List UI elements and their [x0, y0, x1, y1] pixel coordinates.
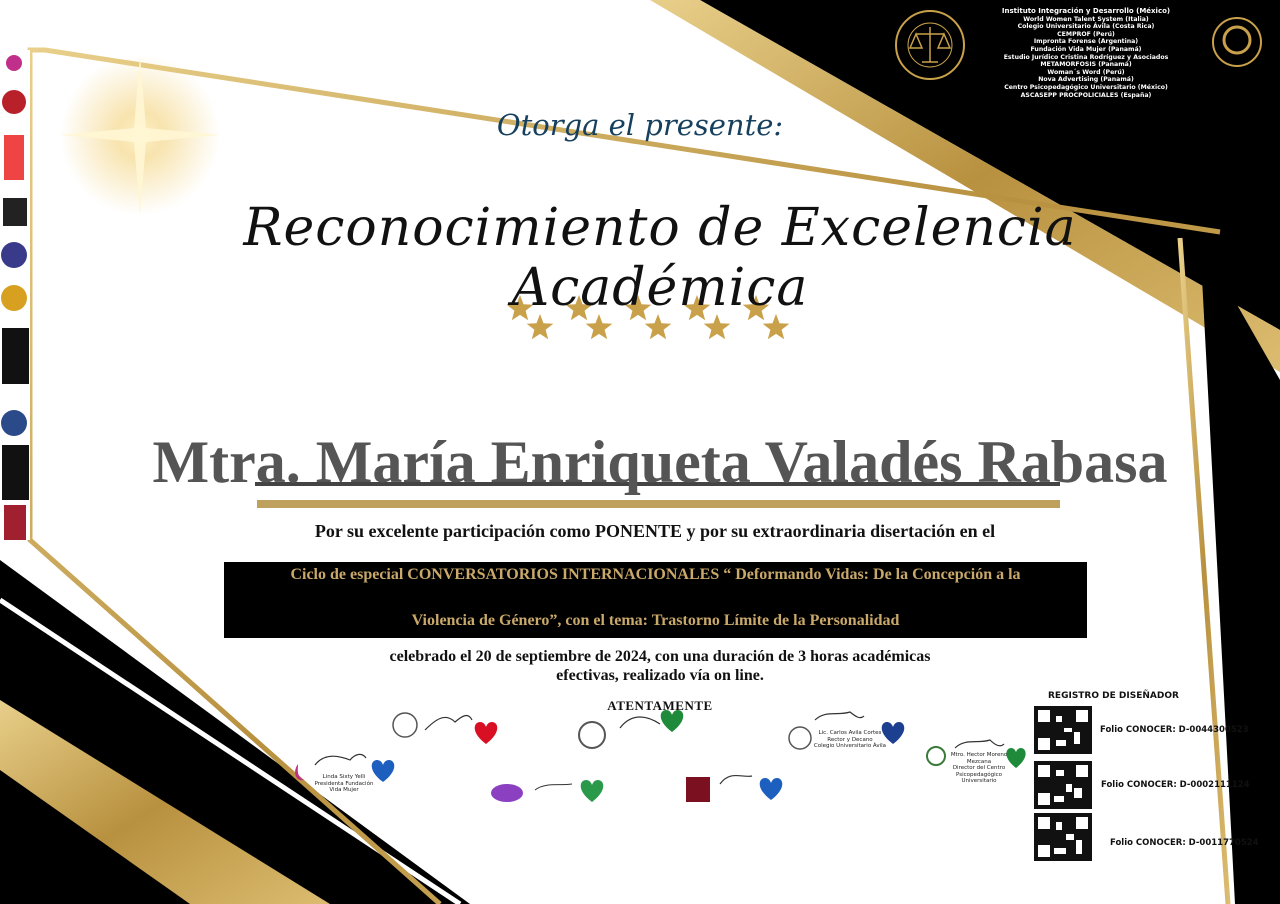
- grants-text: Otorga el presente:: [496, 108, 784, 142]
- participation-text: Por su excelente participación como PONENTE y por su extraordinaria disertación en el: [314, 521, 996, 541]
- folio-2: Folio CONOCER: D-0002111124: [1101, 780, 1250, 790]
- institution-item: Fundación Vida Mujer (Panamá): [1030, 45, 1142, 53]
- cemprof-logo: [393, 713, 417, 737]
- recipient-name: Mtra. María Enriqueta Valadés Rabasa: [152, 429, 1168, 495]
- institution-item: ASCASEPP PROCPOLICIALES (España): [1020, 91, 1152, 99]
- signature-3: [815, 712, 864, 720]
- signatory-centro-psico: [945, 752, 1013, 785]
- sincerely-label: ATENTAMENTE: [607, 698, 713, 713]
- folio-3: Folio CONOCER: D-0011770524: [1110, 838, 1259, 848]
- institution-item: World Women Talent System (Italia): [1023, 15, 1149, 23]
- signature-7: [720, 776, 752, 785]
- signatory-vida-mujer: [306, 774, 382, 794]
- institution-item: Estudio Jurídico Cristina Rodríguez y Asociados: [1003, 53, 1169, 61]
- celebrated-line-1: celebrado el 20 de septiembre de 2024, con una duración de 3 horas académicas: [389, 648, 931, 665]
- signature-5: [955, 740, 1004, 748]
- event-line-1: Ciclo de especial CONVERSATORIOS INTERNACIONALES “ Deformando Vidas: De la Concepción a la: [290, 566, 1021, 583]
- left-logo-10: [4, 505, 26, 540]
- instituto-logo-small: [579, 722, 605, 748]
- celebrated-text: [250, 647, 1070, 685]
- signatory-name: Mtro. Hector Moreno Mezcana: [950, 752, 1008, 765]
- signatory-org: Universitario: [961, 778, 997, 784]
- left-logo-7: [2, 328, 29, 384]
- signatory-role: Presidenta Fundación: [314, 780, 374, 787]
- centro-psico-logo: [927, 747, 945, 765]
- signatory-org: Colegio Universitario Ávila: [813, 743, 887, 749]
- institutions-list: [986, 8, 1186, 99]
- institution-item: Instituto Integración y Desarrollo (México): [1001, 7, 1171, 15]
- signature-2: [620, 717, 660, 728]
- left-logo-4: [3, 198, 27, 226]
- metamorfosis-logo: [491, 784, 523, 802]
- ascasepp-logo: [686, 777, 710, 802]
- folio-1: Folio CONOCER: D-0044300523: [1100, 725, 1249, 735]
- colegio-avila-logo: [789, 727, 811, 749]
- institution-item: Colegio Universitario Ávila (Costa Rica): [1017, 23, 1155, 31]
- name-gold-bar: [257, 500, 1060, 508]
- institution-item: Centro Psicopedagógico Universitario (México): [1004, 83, 1168, 91]
- signatory-name: Linda Sixty Yelli: [322, 774, 366, 780]
- signature-4: [315, 754, 366, 765]
- celebrated-line-2: efectivas, realizado vía on line.: [556, 667, 764, 684]
- institution-item: CEMPROF (Perú): [1057, 30, 1115, 38]
- left-logo-8: [1, 410, 27, 436]
- peru-heart-icon: [475, 722, 498, 744]
- signatory-org: Vida Mujer: [329, 787, 359, 793]
- signatory-role: Rector y Decano: [827, 736, 873, 743]
- left-logo-9: [2, 445, 29, 500]
- event-line-2: Violencia de Género”, con el tema: Trastorno Límite de la Personalidad: [411, 612, 900, 629]
- institution-item: Woman´s Word (Perú): [1047, 68, 1125, 76]
- certificate-title: Reconocimiento de Excelencia Académica: [243, 198, 1077, 318]
- signatory-name: Lic. Carlos Avila Cortes: [818, 730, 882, 736]
- italy-heart-icon: [581, 780, 604, 802]
- signature-6: [535, 784, 572, 790]
- left-logo-5: [1, 242, 27, 268]
- signatory-colegio-avila: [812, 730, 888, 750]
- left-logo-1: [6, 55, 22, 71]
- institution-item: Impronta Forense (Argentina): [1033, 38, 1139, 46]
- institution-item: METAMORFOSIS (Panamá): [1040, 61, 1132, 69]
- institution-item: Nova Advertising (Panamá): [1038, 76, 1134, 84]
- signature-1: [425, 716, 472, 730]
- signatory-role: Director del Centro Psicopedagógico: [952, 765, 1006, 778]
- designer-registry-label: REGISTRO DE DISEÑADOR: [1048, 691, 1179, 701]
- left-logo-6: [1, 285, 27, 311]
- panama-heart-icon-2: [760, 778, 783, 800]
